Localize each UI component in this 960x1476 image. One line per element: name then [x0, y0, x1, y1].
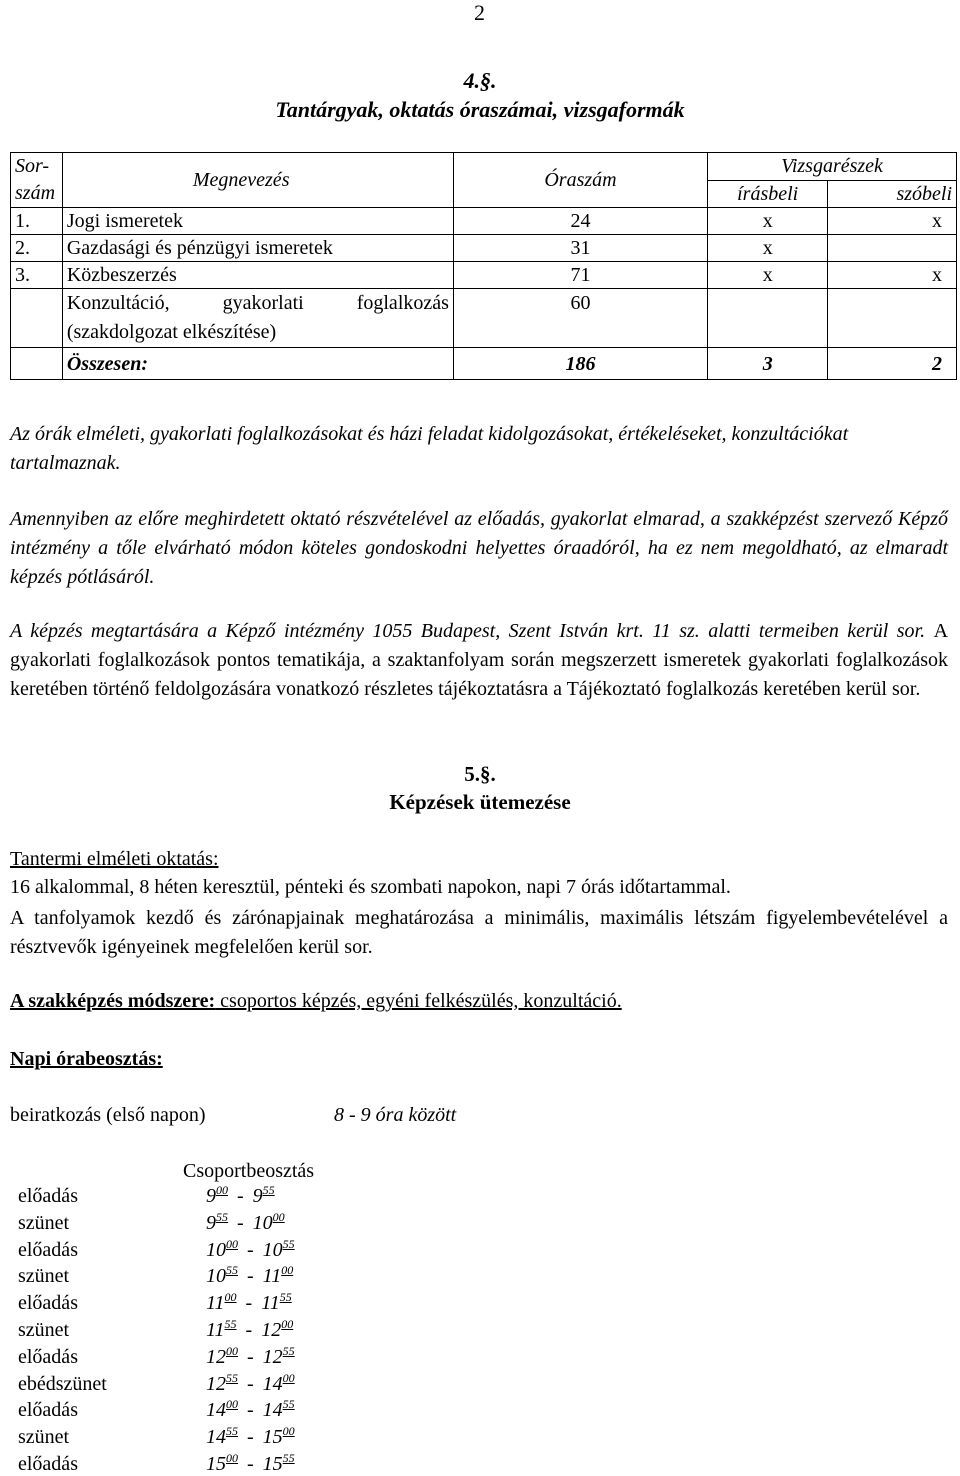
time-dash: -	[247, 1265, 254, 1287]
time-dash: -	[247, 1453, 254, 1475]
start-minute: 55	[226, 1424, 238, 1438]
timetable-time	[206, 1319, 293, 1342]
timetable-time	[206, 1265, 293, 1288]
start-minute: 55	[224, 1317, 237, 1331]
timetable-label: szünet	[18, 1319, 70, 1341]
timetable-time	[206, 1239, 295, 1262]
row-name: Jogi ismeretek	[62, 208, 453, 235]
timetable-time	[206, 1373, 295, 1396]
method-line	[10, 990, 622, 1013]
end-minute: 55	[262, 1183, 275, 1197]
end-hour: 14	[262, 1373, 283, 1395]
row-written: x	[708, 262, 828, 289]
start-hour: 10	[206, 1265, 226, 1287]
timetable-time	[206, 1399, 295, 1422]
classroom-line2: A tanfolyamok kezdő és zárónapjainak meghatározása a minimális, maximális létszám figyelembevételével a résztvevők igényeinek megfelelően kerül sor.	[10, 907, 948, 958]
row-hours: 31	[453, 235, 707, 262]
header-oral: szóbeli	[828, 180, 957, 208]
end-minute: 00	[272, 1210, 285, 1224]
time-dash: -	[237, 1212, 244, 1234]
timetable-label: előadás	[18, 1239, 78, 1261]
end-minute: 55	[279, 1290, 292, 1304]
end-hour: 11	[262, 1265, 282, 1287]
table-total-row	[11, 348, 957, 380]
time-dash: -	[247, 1399, 254, 1421]
end-hour: 15	[262, 1453, 283, 1475]
timetable-label: ebédszünet	[18, 1373, 107, 1395]
timetable-label: szünet	[18, 1212, 70, 1234]
table-header-row	[11, 153, 957, 181]
paragraph-location	[10, 617, 948, 704]
row-num: 3.	[11, 262, 63, 289]
row-written: x	[708, 235, 828, 262]
group-heading: Csoportbeosztás	[183, 1160, 315, 1182]
time-dash: -	[247, 1373, 254, 1395]
end-hour: 10	[262, 1239, 283, 1261]
total-label: Összesen:	[62, 348, 453, 380]
consult-hours: 60	[453, 289, 707, 348]
row-oral: x	[828, 262, 957, 289]
row-hours: 24	[453, 208, 707, 235]
end-minute: 00	[282, 1424, 295, 1438]
time-dash: -	[245, 1292, 253, 1314]
consult-line1: Konzultáció, gyakorlati foglalkozás	[66, 292, 449, 314]
timetable-time	[206, 1292, 292, 1315]
start-hour: 10	[206, 1239, 226, 1261]
table-row-consult	[11, 289, 957, 348]
time-dash: -	[247, 1346, 254, 1368]
end-minute: 55	[282, 1397, 295, 1411]
header-sor-top: Sor-	[15, 155, 50, 177]
timetable-label: előadás	[18, 1185, 78, 1207]
timetable-time	[206, 1212, 285, 1235]
daily-heading: Napi órabeosztás:	[10, 1048, 163, 1070]
header-written: írásbeli	[708, 180, 828, 208]
row-name: Gazdasági és pénzügyi ismeretek	[62, 235, 453, 262]
row-oral: x	[828, 208, 957, 235]
total-hours: 186	[453, 348, 707, 380]
consult-line2: (szakdolgozat elkészítése)	[66, 321, 277, 343]
timetable-label: előadás	[18, 1399, 78, 1421]
end-hour: 12	[262, 1346, 283, 1368]
header-sor-bottom: szám	[15, 182, 56, 204]
start-minute: 55	[216, 1210, 228, 1224]
start-hour: 12	[206, 1346, 226, 1368]
start-minute: 55	[226, 1371, 238, 1385]
consult-cell	[62, 289, 453, 348]
end-minute: 55	[282, 1451, 295, 1465]
start-hour: 9	[206, 1185, 216, 1207]
row-name: Közbeszerzés	[62, 262, 453, 289]
start-minute: 00	[226, 1451, 238, 1465]
header-name: Megnevezés	[62, 153, 453, 208]
section5-title: Képzések ütemezése	[389, 790, 571, 814]
start-minute: 00	[226, 1397, 238, 1411]
start-minute: 00	[224, 1290, 237, 1304]
start-hour: 14	[206, 1399, 226, 1421]
end-hour: 10	[252, 1212, 273, 1234]
end-hour: 15	[262, 1426, 283, 1448]
header-sor	[11, 153, 63, 208]
time-dash: -	[247, 1426, 254, 1448]
start-hour: 14	[206, 1426, 226, 1448]
end-hour: 9	[252, 1185, 263, 1207]
timetable-label: szünet	[18, 1265, 70, 1287]
method-value: csoportos képzés, egyéni felkészülés, konzultáció.	[215, 990, 622, 1012]
end-hour: 14	[262, 1399, 283, 1421]
practice-text: A gyakorlati foglalkozások pontos tematikája, a szaktanfolyam során megszerzett ismeretek gyakorlati foglalkozások keretében történő feldolgozására vonatkozó részletes tájékoztatásra a Tájékoztató foglalkozás keretében kerül sor.	[10, 620, 949, 700]
start-minute: 00	[226, 1237, 238, 1251]
time-dash: -	[247, 1239, 254, 1261]
row-oral	[828, 235, 957, 262]
section4-number: 4.§.	[463, 68, 497, 93]
end-minute: 00	[282, 1371, 295, 1385]
start-minute: 00	[216, 1183, 228, 1197]
end-hour: 11	[261, 1292, 280, 1314]
section4-title: Tantárgyak, oktatás óraszámai, vizsgaformák	[275, 97, 685, 122]
enroll-label: beiratkozás (első napon)	[10, 1104, 206, 1126]
timetable-time	[206, 1453, 295, 1476]
method-label: A szakképzés módszere:	[10, 990, 216, 1012]
classroom-line1: 16 alkalommal, 8 héten keresztül, pénteki és szombati napokon, napi 7 órás időtartammal.	[10, 876, 731, 898]
row-num: 1.	[11, 208, 63, 235]
timetable-time	[206, 1426, 295, 1449]
end-minute: 55	[282, 1237, 295, 1251]
enroll-time: 8 - 9 óra között	[334, 1104, 457, 1126]
start-minute: 00	[226, 1344, 238, 1358]
location-text: A képzés megtartására a Képző intézmény 1055 Budapest, Szent István krt. 11 sz. alatti termeiben kerül sor.	[10, 620, 926, 642]
subjects-table	[10, 152, 957, 380]
end-minute: 00	[281, 1317, 294, 1331]
page-number: 2	[474, 0, 485, 25]
start-hour: 11	[206, 1319, 225, 1341]
time-dash: -	[245, 1319, 253, 1341]
total-written: 3	[708, 348, 828, 380]
end-minute: 55	[282, 1344, 295, 1358]
row-hours: 71	[453, 262, 707, 289]
header-hours: Óraszám	[453, 153, 707, 208]
time-dash: -	[237, 1185, 244, 1207]
classroom-heading: Tantermi elméleti oktatás:	[10, 848, 219, 870]
header-exams: Vizsgarészek	[708, 153, 957, 181]
paragraph-substitution: Amennyiben az előre meghirdetett oktató részvételével az előadás, gyakorlat elmarad, a szakképzést szervező Képző intézmény a tőle elvárható módon köteles gondoskodni helyettes óraadóról, ha ez nem megoldható, az elmaradt képzés pótlásáról.	[10, 508, 948, 588]
end-minute: 00	[281, 1263, 294, 1277]
row-num: 2.	[11, 235, 63, 262]
table-row	[11, 235, 957, 262]
start-hour: 9	[206, 1212, 216, 1234]
timetable-label: szünet	[18, 1426, 70, 1448]
timetable-time	[206, 1346, 295, 1369]
timetable-label: előadás	[18, 1453, 78, 1475]
paragraph-hours-content: Az órák elméleti, gyakorlati foglalkozásokat és házi feladat kidolgozásokat, értékeléseket, konzultációkat tartalmaznak.	[10, 423, 849, 474]
start-hour: 12	[206, 1373, 226, 1395]
start-hour: 11	[206, 1292, 225, 1314]
section5-number: 5.§.	[464, 762, 496, 786]
start-minute: 55	[226, 1263, 238, 1277]
timetable-time	[206, 1185, 275, 1208]
row-written: x	[708, 208, 828, 235]
end-hour: 12	[261, 1319, 282, 1341]
timetable-label: előadás	[18, 1292, 78, 1314]
timetable-label: előadás	[18, 1346, 78, 1368]
table-row	[11, 262, 957, 289]
table-row	[11, 208, 957, 235]
total-oral: 2	[828, 348, 957, 380]
start-hour: 15	[206, 1453, 226, 1475]
